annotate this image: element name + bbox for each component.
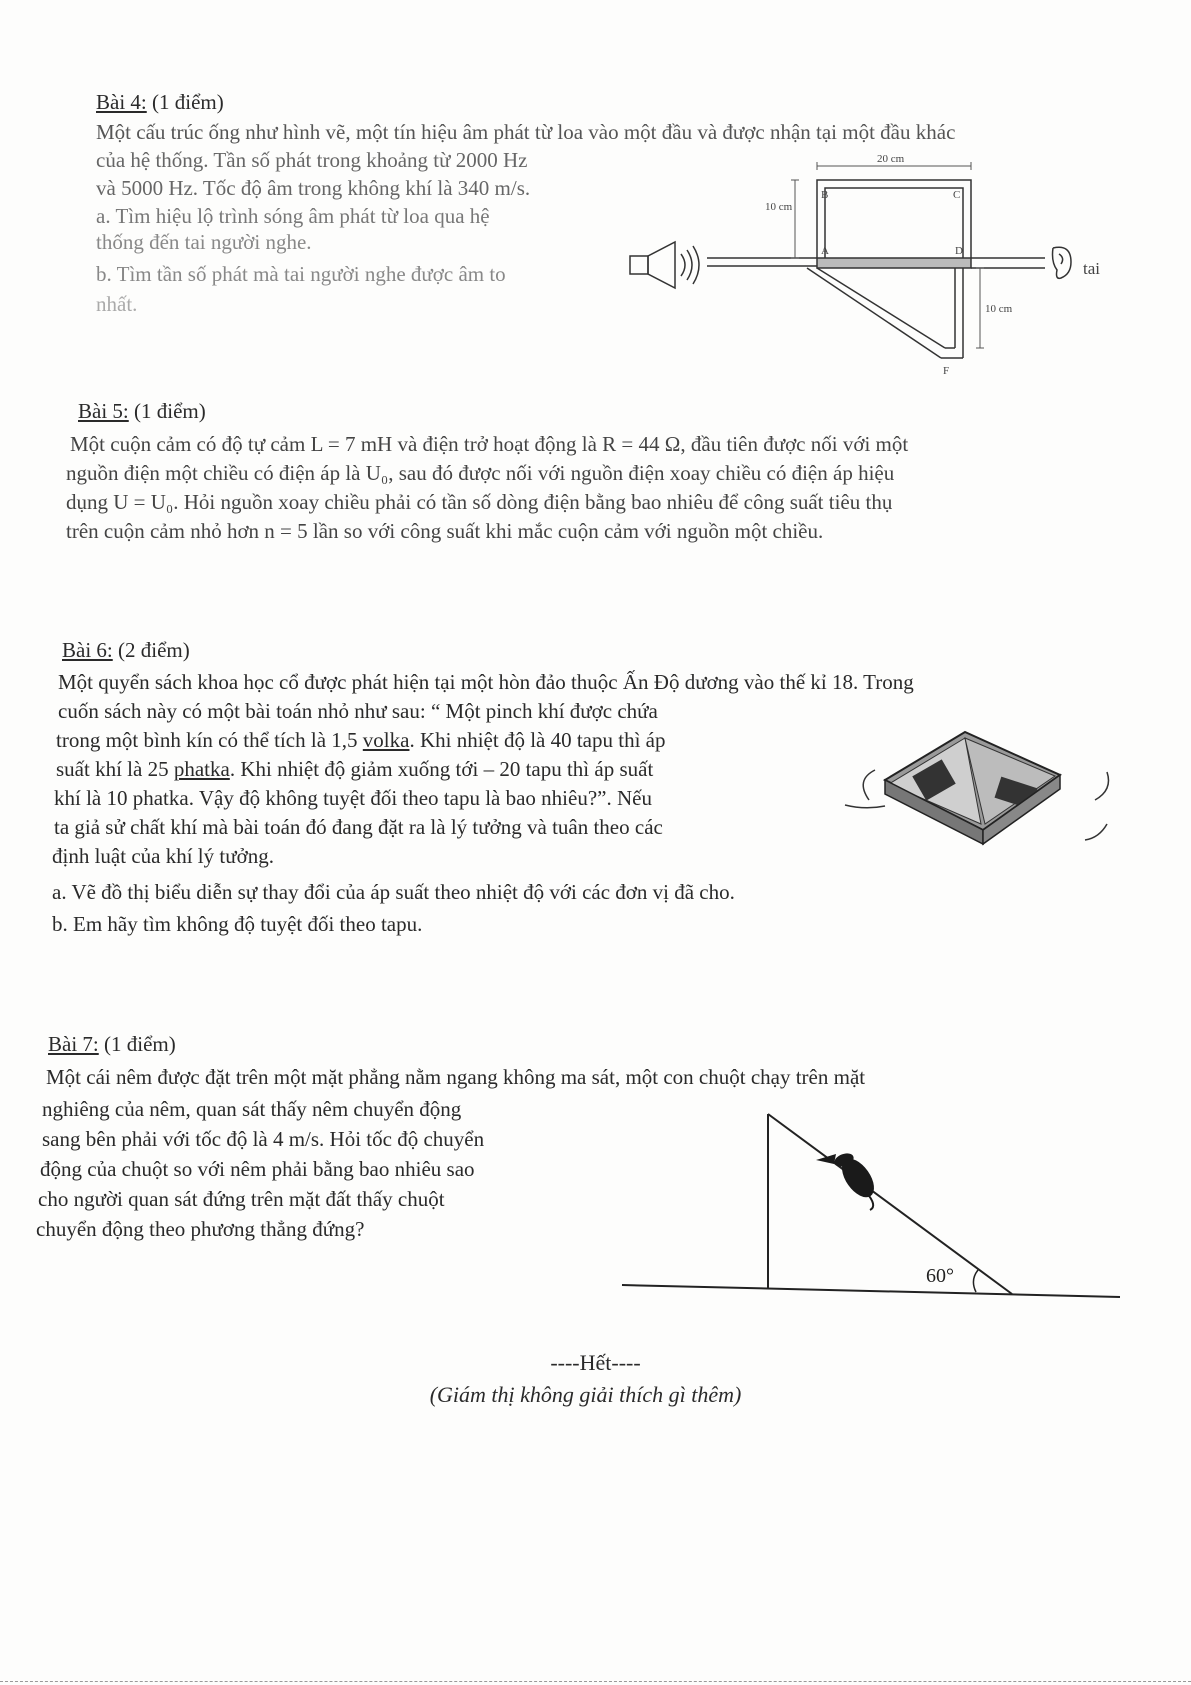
b6-line3 (56, 726, 666, 755)
b4-line3: và 5000 Hz. Tốc độ âm trong không khí là 340 m/s. (96, 176, 531, 200)
b7-line2: nghiêng của nêm, quan sát thấy nêm chuyển động (42, 1097, 462, 1121)
b6-heading (62, 636, 190, 665)
b4-question-a1: a. Tìm hiệu lộ trình sóng âm phát từ loa qua hệ (96, 204, 490, 228)
mouse-icon (816, 1151, 880, 1210)
point-d: D (955, 245, 963, 257)
end-marker: ----Hết---- (550, 1350, 641, 1375)
b5-line3: dụng U = U₀. Hỏi nguồn xoay chiều phải có tần số dòng điện bằng bao nhiêu để công suất tiêu thụ (66, 490, 893, 514)
b6-title: Bài 6: (62, 638, 113, 662)
b4-title: Bài 4: (96, 90, 147, 114)
ear-icon (1053, 247, 1072, 278)
dim-right-label: 10 cm (985, 303, 1013, 315)
b7-line1: Một cái nêm được đặt trên một mặt phẳng nằm ngang không ma sát, một con chuột chạy trên mặt (46, 1065, 866, 1089)
b6-line7: định luật của khí lý tưởng. (52, 844, 274, 868)
b7-title: Bài 7: (48, 1032, 99, 1056)
b4-heading (96, 88, 224, 117)
proctor-note: (Giám thị không giải thích gì thêm) (429, 1382, 742, 1407)
point-a: A (821, 245, 829, 257)
point-f: F (943, 365, 950, 377)
dim-left-label: 10 cm (765, 201, 793, 213)
b6-line5: khí là 10 phatka. Vậy độ không tuyệt đối theo tapu là bao nhiêu?”. Nếu (54, 786, 652, 810)
b4-line2: của hệ thống. Tần số phát trong khoảng từ 2000 Hz (96, 148, 528, 172)
b6-points: (2 điểm) (118, 638, 190, 662)
tube-diagram (625, 150, 1115, 390)
b6-line6: ta giả sử chất khí mà bài toán đó đang đặt ra là lý tưởng và tuân theo các (54, 815, 663, 839)
b7-line3: sang bên phải với tốc độ là 4 m/s. Hỏi tốc độ chuyển (42, 1127, 485, 1151)
b6-line4-end: . Khi nhiệt độ giảm xuống tới – 20 tapu thì áp suất (229, 757, 654, 781)
b6-line3-end: . Khi nhiệt độ là 40 tapu thì áp (409, 728, 666, 752)
b7-points: (1 điểm) (104, 1032, 176, 1056)
b5-points: (1 điểm) (134, 399, 206, 423)
b7-line6: chuyển động theo phương thẳng đứng? (36, 1217, 365, 1241)
b7-line4: động của chuột so với nêm phải bằng bao nhiêu sao (40, 1157, 475, 1181)
b5-line4: trên cuộn cảm nhỏ hơn n = 5 lần so với công suất khi mắc cuộn cảm với nguồn một chiều. (66, 519, 824, 543)
b5-heading (78, 397, 206, 426)
b4-question-a2: thống đến tai người nghe. (96, 230, 312, 254)
b6-question-b: b. Em hãy tìm không độ tuyệt đối theo tapu. (52, 912, 423, 936)
b7-heading (48, 1030, 176, 1059)
b6-line2: cuốn sách này có một bài toán nhỏ như sau: “ Một pinch khí được chứa (58, 699, 658, 723)
page-bottom-rule (0, 1681, 1191, 1682)
ear-label: tai (1083, 259, 1100, 278)
b6-line4 (56, 755, 653, 784)
b4-question-b1: b. Tìm tần số phát mà tai người nghe được âm to (96, 262, 506, 286)
b4-line1: Một cấu trúc ống như hình vẽ, một tín hiệu âm phát từ loa vào một đầu và được nhận tại một đầu khác (96, 120, 956, 144)
wedge-diagram (620, 1100, 1120, 1310)
old-book-illustration (845, 720, 1125, 860)
angle-label: 60° (926, 1265, 954, 1287)
b6-question-a: a. Vẽ đồ thị biểu diễn sự thay đổi của áp suất theo nhiệt độ với các đơn vị đã cho. (52, 880, 735, 904)
b4-question-b2: nhất. (96, 292, 138, 316)
speaker-icon (630, 242, 699, 288)
point-b: B (821, 189, 829, 201)
b6-line3-start: trong một bình kín có thể tích là 1,5 (56, 728, 363, 752)
b7-line5: cho người quan sát đứng trên mặt đất thấy chuột (38, 1187, 445, 1211)
b5-title: Bài 5: (78, 399, 129, 423)
b5-line2: nguồn điện một chiều có điện áp là U₀, sau đó được nối với nguồn điện xoay chiều có điện áp hiệu (66, 461, 895, 485)
unit-volka: volka (362, 728, 410, 752)
b6-line4-start: suất khí là 25 (56, 757, 174, 781)
b5-line1: Một cuộn cảm có độ tự cảm L = 7 mH và điện trở hoạt động là R = 44 Ω, đầu tiên được nối với một (70, 432, 909, 456)
b4-points: (1 điểm) (152, 90, 224, 114)
dim-top-label: 20 cm (877, 153, 905, 165)
unit-phatka: phatka (173, 757, 230, 781)
point-c: C (953, 189, 961, 201)
b6-line1: Một quyển sách khoa học cổ được phát hiện tại một hòn đảo thuộc Ấn Độ dương vào thế kỉ 18. Trong (58, 670, 914, 694)
